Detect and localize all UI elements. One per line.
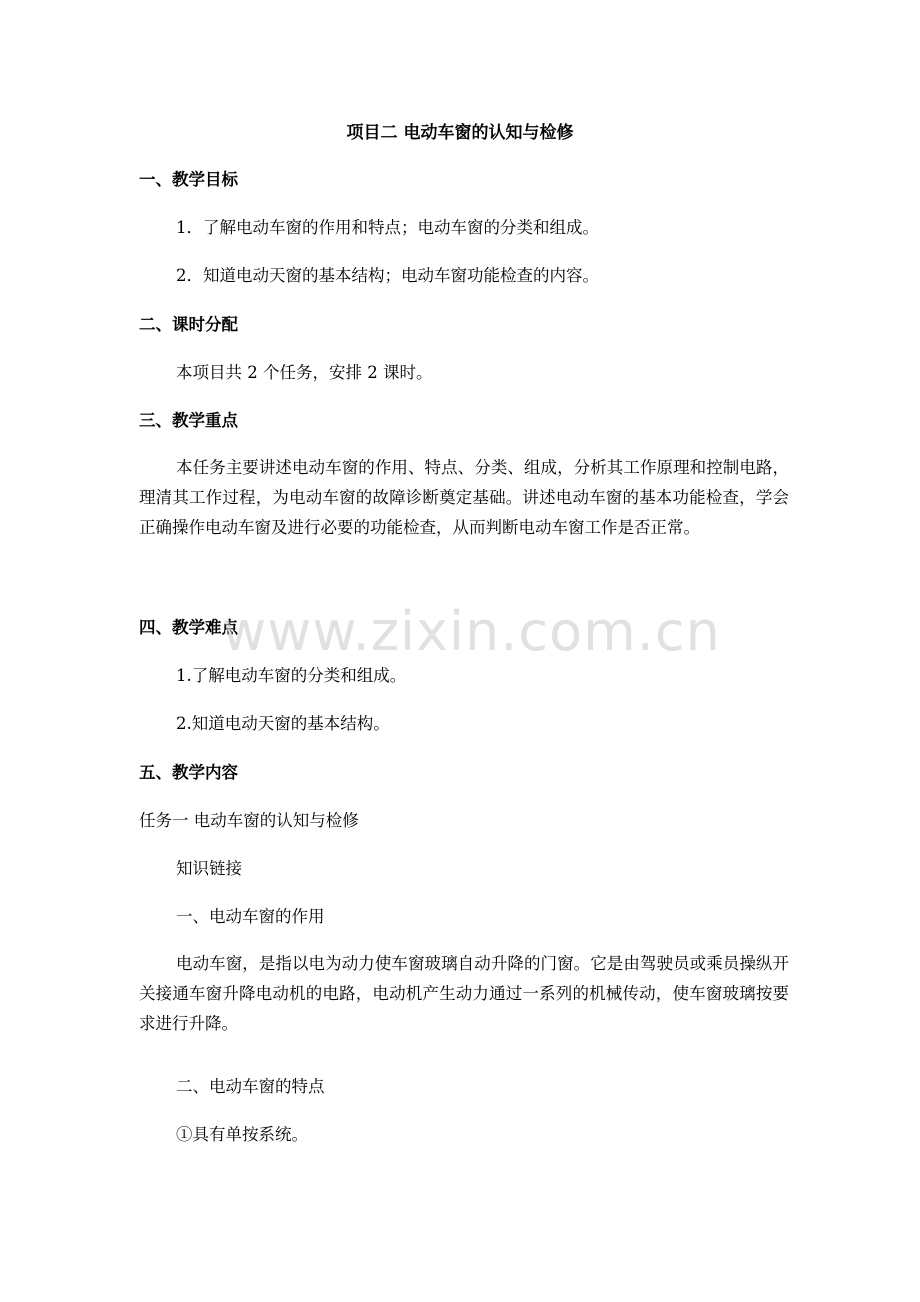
feature-item-1: ①具有单按系统。 <box>176 1125 308 1144</box>
section-heading-hours: 二、课时分配 <box>139 315 238 334</box>
document-title: 项目二 电动车窗的认知与检修 <box>346 123 574 143</box>
subsection-function-heading: 一、电动车窗的作用 <box>176 907 325 926</box>
section-heading-content: 五、教学内容 <box>139 763 238 782</box>
difficulty-item-1: 1.了解电动车窗的分类和组成。 <box>176 666 407 685</box>
objective-item-2: 2．知道电动天窗的基本结构；电动车窗功能检查的内容。 <box>176 266 599 285</box>
function-paragraph: 电动车窗，是指以电为动力使车窗玻璃自动升降的门窗。它是由驾驶员或乘员操纵开关接通车窗升降电动机的电路，电动机产生动力通过一系列的机械传动，使车窗玻璃按要求进行升降。 <box>139 954 789 1033</box>
difficulty-item-2: 2.知道电动天窗的基本结构。 <box>176 714 390 733</box>
objective-item-1: 1．了解电动车窗的作用和特点；电动车窗的分类和组成。 <box>176 218 599 237</box>
section-heading-objectives: 一、教学目标 <box>139 170 238 189</box>
watermark: www.zixin.com.cn <box>222 600 721 663</box>
task-1-heading: 任务一 电动车窗的认知与检修 <box>139 811 359 830</box>
section-heading-difficulties: 四、教学难点 <box>139 618 238 637</box>
knowledge-link-label: 知识链接 <box>176 859 242 878</box>
subsection-features-heading: 二、电动车窗的特点 <box>176 1077 325 1096</box>
hours-text: 本项目共 2 个任务，安排 2 课时。 <box>176 363 433 382</box>
key-points-paragraph: 本任务主要讲述电动车窗的作用、特点、分类、组成，分析其工作原理和控制电路，理清其工作过程，为电动车窗的故障诊断奠定基础。讲述电动车窗的基本功能检查，学会正确操作电动车窗及进行必要的功能检查，从而判断电动车窗工作是否正常。 <box>139 458 789 537</box>
section-heading-key-points: 三、教学重点 <box>139 411 238 430</box>
